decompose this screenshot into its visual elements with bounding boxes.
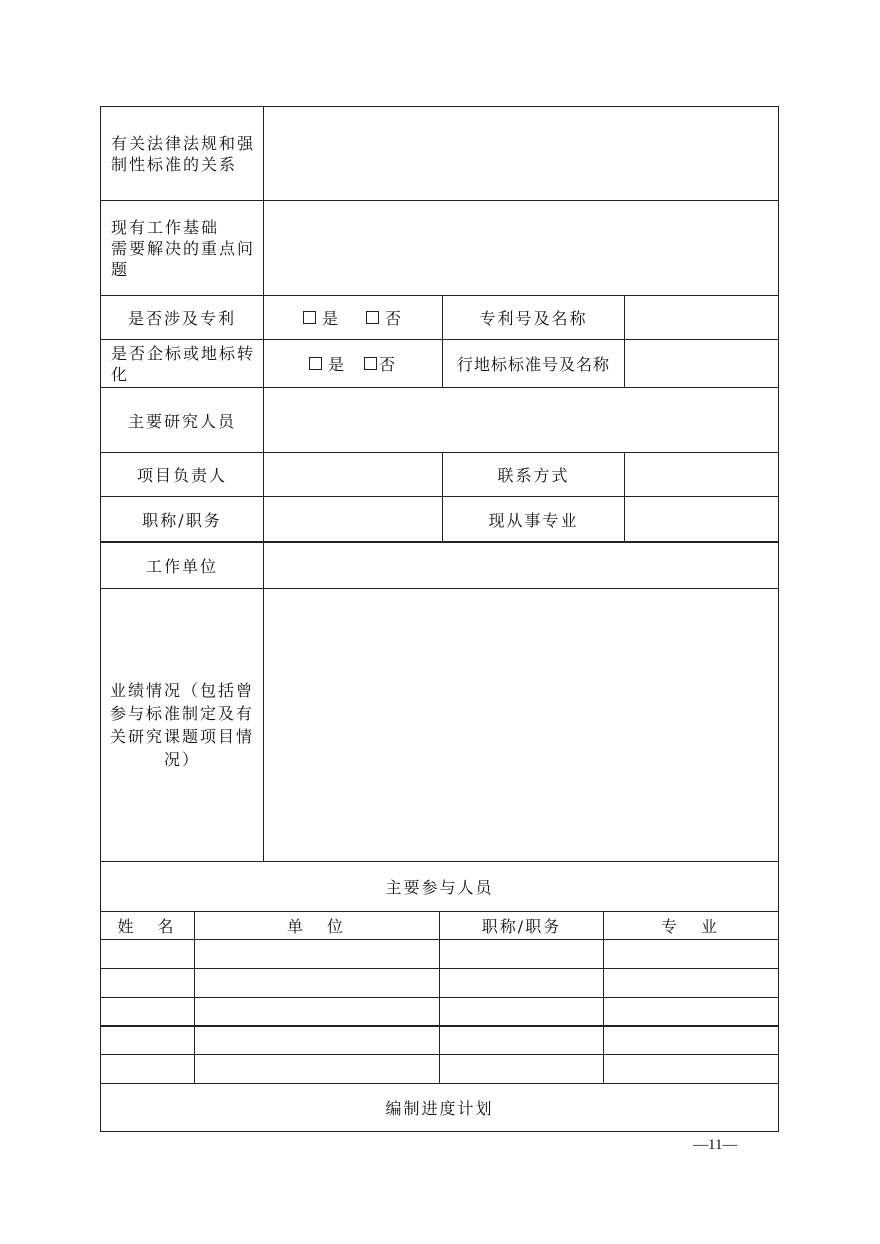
main-researchers-label: 主要研究人员 [127,411,236,431]
laws-relation-field[interactable] [264,107,778,200]
achievements-field[interactable] [264,589,778,861]
checkbox-icon[interactable] [366,311,379,324]
checkbox-icon[interactable] [309,357,322,370]
achievements-label: 业绩情况（包括曾参与标准制定及有关研究课题项目情况） [109,681,254,769]
patent-no-label: 专利号及名称 [479,309,588,328]
standard-checkbox-group [264,340,442,387]
title-position-label: 职称/职务 [142,510,222,530]
table-border-right [778,106,779,1132]
patent-no-option[interactable]: 否 [366,306,403,329]
schedule-title: 编制进度计划 [385,1099,494,1118]
patent-checkbox-group [264,296,442,339]
header-profession: 专 业 [660,917,721,936]
work-unit-field[interactable] [264,543,778,588]
enterprise-standard-label: 是否企标或地标转化 [111,343,256,384]
patent-yes-option[interactable]: 是 [303,306,340,329]
work-basis-label-cell [101,201,263,295]
standard-no-option[interactable]: 否 [364,352,397,375]
work-basis-label: 现有工作基础 [111,217,220,237]
key-problems-label: 需要解决的重点问题 [111,238,256,279]
current-profession-field[interactable] [625,497,778,541]
main-researchers-field[interactable] [264,388,778,452]
title-position-field[interactable] [264,497,442,541]
patent-involved-label: 是否涉及专利 [127,309,236,328]
current-profession-label: 现从事专业 [488,510,579,530]
participants-title: 主要参与人员 [385,878,494,897]
header-title-position: 职称/职务 [481,917,562,936]
project-leader-field[interactable] [264,453,442,496]
industry-std-field[interactable] [625,340,778,387]
header-unit: 单 位 [286,917,347,936]
row-line [100,1131,779,1132]
checkbox-icon[interactable] [303,311,316,324]
contact-field[interactable] [625,453,778,496]
patent-no-field[interactable] [625,296,778,339]
checkbox-icon[interactable] [364,357,377,370]
work-basis-field[interactable] [264,201,778,295]
header-name: 姓 名 [117,917,178,936]
work-unit-label: 工作单位 [145,557,218,576]
participants-rows [101,940,778,1083]
standard-yes-option[interactable]: 是 [309,352,346,375]
contact-label: 联系方式 [497,466,570,485]
laws-relation-label: 有关法律法规和强制性标准的关系 [111,133,256,174]
industry-std-label: 行地标标准号及名称 [456,355,610,374]
project-leader-label: 项目负责人 [136,466,227,485]
page-number: —11— [693,1137,738,1153]
